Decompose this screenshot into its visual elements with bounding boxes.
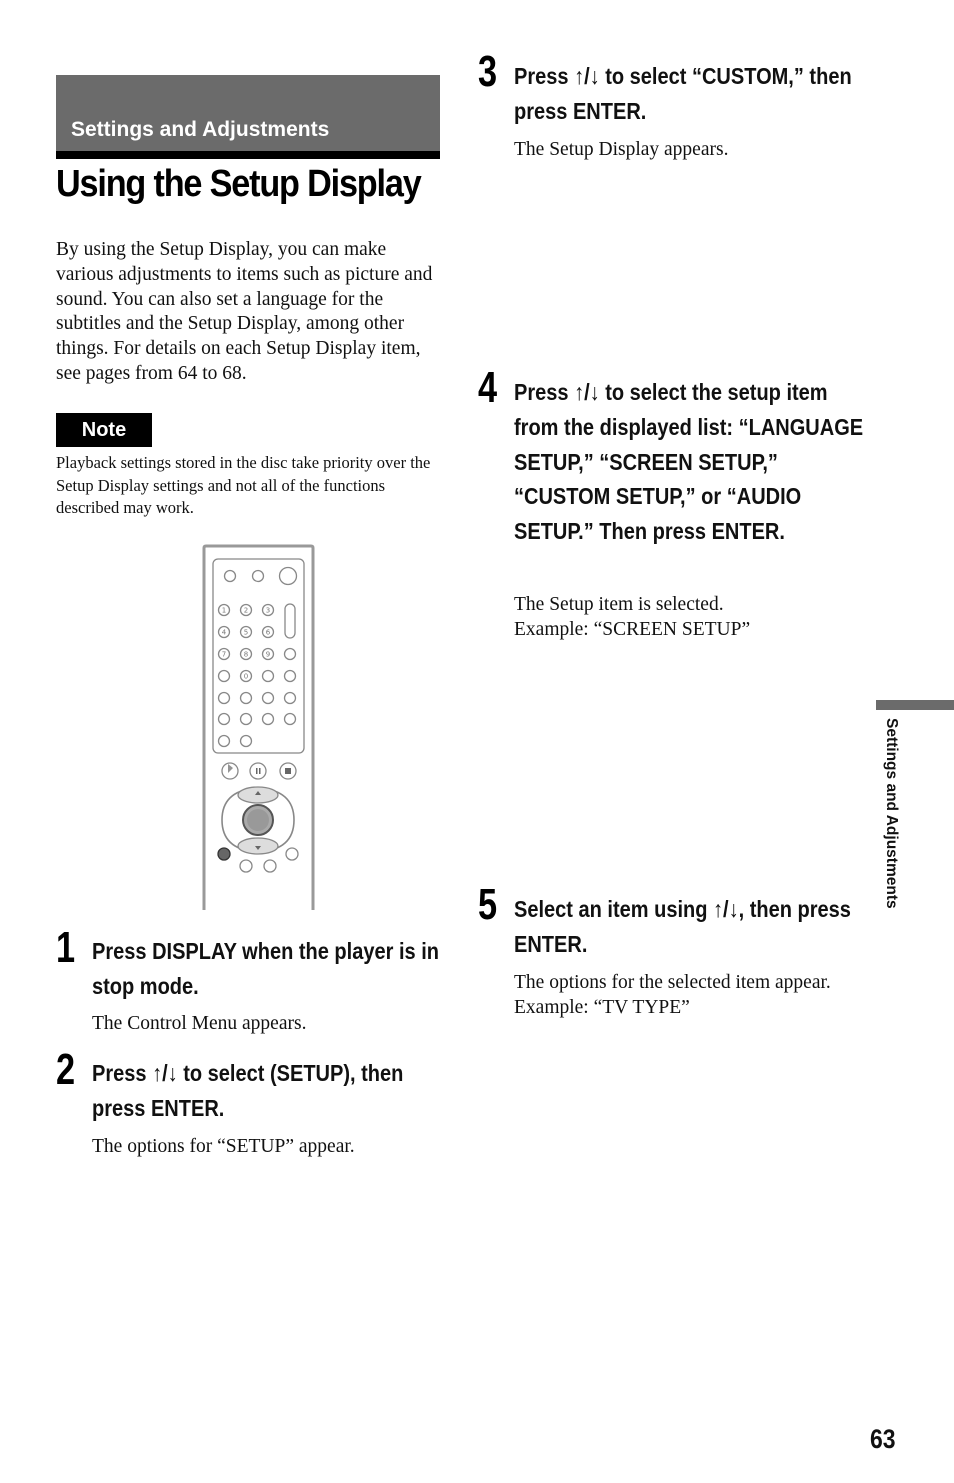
page-title: Using the Setup Display (56, 163, 421, 205)
step-4-heading: Press ↑/↓ to select the setup item from the displayed list: “LANGUAGE SETUP,” “SCREEN SETUP,” “CUSTOM SETUP,” or “AUDIO SETUP.” Then press ENTER. (514, 379, 864, 545)
keypad-digit-label: 3 (265, 606, 271, 615)
keypad-button (219, 671, 230, 682)
step-1-body: The Control Menu appears. (92, 1013, 307, 1034)
intro-paragraph: By using the Setup Display, you can make various adjustments to items such as picture and sound. You can also set a language for the subtitles and the Setup Display, among other things. For details on each Setup Display item, see pages from 64 to 68. (56, 239, 433, 384)
keypad-button (219, 693, 230, 704)
keypad-digit-label: 4 (221, 628, 227, 637)
step-3-heading: Press ↑/↓ to select “CUSTOM,” then press ENTER. (514, 63, 852, 124)
keypad-digit-label: 7 (221, 650, 227, 659)
step-5-heading: Select an item using ↑/↓, then press ENTER. (514, 896, 851, 957)
power-small-button-icon (253, 571, 264, 582)
keypad-button (285, 671, 296, 682)
keypad-button (263, 693, 274, 704)
step-1-number: 1 (56, 923, 76, 972)
note-label: Note (56, 413, 152, 447)
keypad-button (241, 693, 252, 704)
section-title: Settings and Adjustments (71, 118, 330, 141)
step-2-heading: Press ↑/↓ to select (SETUP), then press ENTER. (92, 1060, 404, 1121)
eject-button-icon (225, 571, 236, 582)
step-5-body: The options for the selected item appear. Example: “TV TYPE” (514, 972, 831, 1018)
keypad-button (241, 714, 252, 725)
up-down-arrow-icon: ↑/↓ (574, 63, 600, 89)
keypad-button (285, 649, 296, 660)
section-banner-rule (56, 151, 440, 159)
step-4-body: The Setup item is selected. Example: “SCREEN SETUP” (514, 594, 751, 640)
step-4-number: 4 (478, 363, 498, 412)
step-2-number: 2 (56, 1045, 76, 1094)
volume-rocker-icon (285, 604, 295, 638)
keypad-button (263, 714, 274, 725)
side-tab-label: Settings and Adjustments (883, 718, 900, 909)
step-1-heading: Press DISPLAY when the player is in stop mode. (92, 938, 439, 999)
step-5-number: 5 (478, 880, 498, 929)
up-down-arrow-icon: ↑/↓ (152, 1060, 178, 1086)
keypad-button (241, 736, 252, 747)
display-button-icon (218, 848, 230, 860)
step-3-number: 3 (478, 47, 498, 96)
up-down-arrow-icon: ↑/↓ (713, 896, 739, 922)
keypad-digit-label: 2 (243, 606, 249, 615)
keypad-digit-label: 1 (221, 606, 227, 615)
keypad-digit-label: 6 (265, 628, 271, 637)
keypad-button (219, 736, 230, 747)
up-down-arrow-icon: ↑/↓ (574, 379, 600, 405)
step-3-body: The Setup Display appears. (514, 139, 729, 160)
keypad-digit-label: 8 (243, 650, 249, 659)
keypad-button (263, 671, 274, 682)
pause-button-icon (250, 763, 266, 779)
keypad-digit-label: 9 (265, 650, 271, 659)
remote-control-illustration (200, 544, 318, 912)
step-2-body: The options for “SETUP” appear. (92, 1136, 355, 1157)
power-button-icon (280, 568, 297, 585)
keypad-button (285, 693, 296, 704)
keypad-button (285, 714, 296, 725)
side-tab-bar (876, 700, 954, 710)
keypad-button (219, 714, 230, 725)
page-number: 63 (870, 1424, 896, 1454)
note-text: Playback settings stored in the disc take priority over the Setup Display settings and not all of the functions described may work. (56, 453, 431, 517)
keypad-digit-label: 0 (243, 672, 249, 681)
keypad-digit-label: 5 (243, 628, 249, 637)
